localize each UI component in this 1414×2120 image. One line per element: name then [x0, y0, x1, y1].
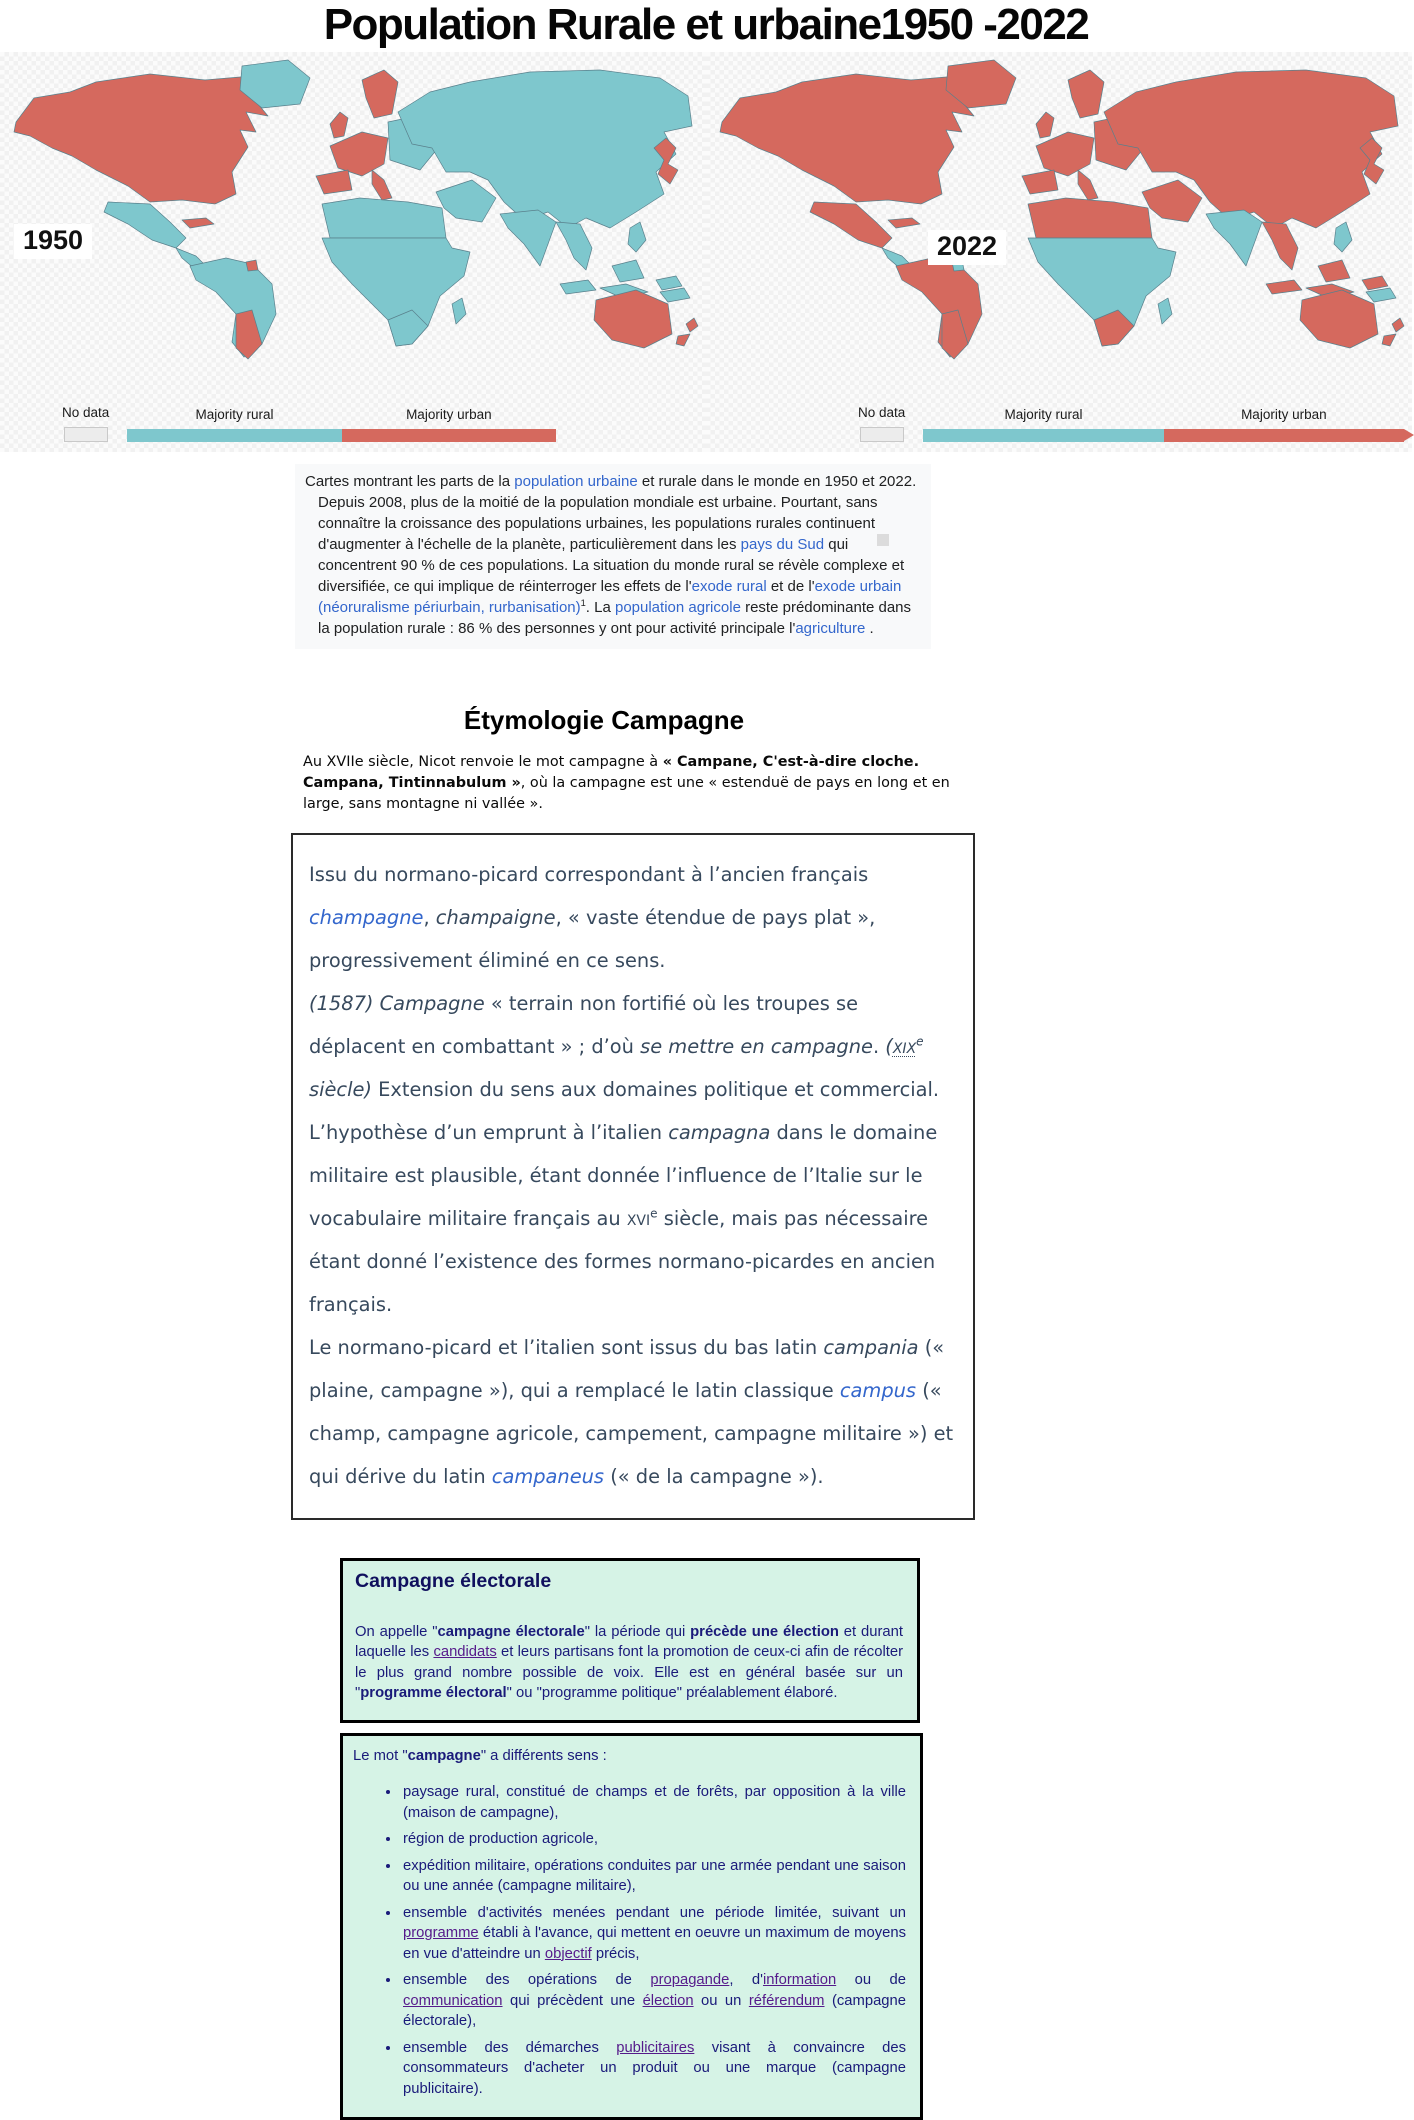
legend-no-data [62, 405, 109, 442]
electoral-campaign-box [340, 1558, 920, 1723]
text-span: qui concentrent 90 % de ces populations. La situation du monde rural se révèle complexe et diversifiée, ce qui implique de réinterroger les effets de l' [318, 536, 904, 595]
region-north-america [720, 74, 976, 204]
text-span: , d' [729, 1972, 763, 1988]
list-item [401, 1829, 906, 1850]
text-span: , « vaste étendue de pays plat », progressivement éliminé en ce sens. [309, 906, 875, 972]
text-span: ( [885, 1035, 893, 1058]
legend-no-data [858, 405, 905, 442]
region-south-asia [500, 210, 556, 266]
text-span: expédition militaire, opérations conduites par une armée pendant une saison ou une année (campagne militaire), [403, 1858, 906, 1895]
etymology-paragraph [309, 982, 959, 1111]
text-span: xix [893, 1035, 916, 1058]
region-guianas [246, 260, 258, 271]
text-span: et de l' [767, 578, 815, 595]
region-middle-east [436, 180, 496, 222]
text-span: ou un [694, 1993, 749, 2009]
region-south-america [896, 258, 982, 357]
text-span: . La [586, 599, 615, 616]
text-span: se mettre en campagne [640, 1035, 873, 1058]
text-span: Depuis 2008, plus de la moitié de la population mondiale est urbaine. Pourtant, sans connaître la croissance des populations urbaines, les populations rurales continuent d'augmenter à l'échelle de la planète, particulièrement dans les [318, 494, 878, 553]
legend-urban [342, 407, 556, 442]
region-western-europe [1036, 132, 1094, 176]
legend-no-data-swatch [64, 427, 108, 442]
text-link[interactable]: propagande [650, 1972, 729, 1988]
text-link[interactable]: (néoruralisme périurbain, rurbanisation) [318, 599, 581, 616]
region-cuba [888, 218, 920, 228]
text-link[interactable]: information [763, 1972, 836, 1988]
text-span: et rurale dans le monde en 1950 et 2022. [638, 473, 917, 490]
text-span: Cartes montrant les parts de la [305, 473, 514, 490]
text-span: L’hypothèse d’un emprunt à l’italien [309, 1121, 668, 1144]
text-span: programme électoral [360, 1685, 506, 1701]
legend-bar [923, 407, 1404, 442]
text-link[interactable]: population urbaine [514, 473, 637, 490]
region-madagascar [1158, 298, 1172, 324]
region-italy [1078, 170, 1098, 200]
text-span: paysage rural, constitué de champs et de forêts, par opposition à la ville (maison de campagne), [403, 1784, 906, 1821]
etymology-paragraph [309, 853, 959, 982]
region-iberia [316, 170, 352, 194]
text-span: (« de la campagne »). [604, 1465, 824, 1488]
region-middle-east [1142, 180, 1202, 222]
text-span: précis, [592, 1946, 640, 1962]
text-span: (1587) Campagne [309, 992, 485, 1015]
legend-rural-swatch [923, 429, 1163, 442]
region-philippines [1334, 222, 1352, 252]
region-papua-new-guinea [1366, 288, 1396, 302]
text-span: , [423, 906, 435, 929]
electoral-box-heading: Campagne électorale [355, 1571, 905, 1592]
region-southeast-asia [556, 222, 592, 270]
text-link[interactable]: communication [403, 1993, 503, 2009]
legend-rural-label: Majority rural [195, 407, 273, 422]
map-caption [295, 464, 931, 649]
list-item [401, 2038, 906, 2100]
decorative-square [877, 534, 889, 546]
text-link[interactable]: campaneus [492, 1465, 604, 1488]
etymology-heading: Étymologie Campagne [295, 705, 913, 736]
text-span: reste prédominante dans la population rurale : 86 % des personnes y ont pour activité principale l' [318, 599, 911, 637]
text-span: . [865, 620, 873, 637]
text-link[interactable]: population agricole [615, 599, 741, 616]
legend-urban-swatch [342, 429, 556, 442]
legend-rural-swatch [127, 429, 341, 442]
map-legend [706, 405, 1412, 442]
text-span: qui précèdent une [503, 1993, 643, 2009]
map-year-label: 1950 [14, 224, 92, 259]
legend-no-data-swatch [860, 427, 904, 442]
text-span: Le mot " [353, 1748, 408, 1764]
text-link[interactable]: publicitaires [616, 2040, 694, 2056]
text-span: campania [823, 1336, 918, 1359]
senses-list [353, 1782, 906, 2099]
world-map-1950-image [0, 52, 706, 359]
text-span: champaigne [436, 906, 556, 929]
legend-rural-label: Majority rural [1004, 407, 1082, 422]
region-new-zealand [676, 318, 698, 346]
region-scandinavia [1068, 70, 1104, 118]
text-span: ensemble des opérations de [403, 1972, 650, 1988]
region-italy [372, 170, 392, 200]
nicot-paragraph [303, 752, 953, 815]
region-madagascar [452, 298, 466, 324]
text-span: (« plaine, campagne »), qui a remplacé le latin classique [309, 1336, 944, 1402]
text-link[interactable]: programme [403, 1925, 479, 1941]
text-link[interactable]: exode rural [692, 578, 767, 595]
etymology-box [291, 833, 975, 1520]
campagne-senses-box [340, 1733, 923, 2120]
list-item [401, 1970, 906, 2032]
text-span: campagne électorale [438, 1624, 585, 1640]
text-link[interactable]: champagne [309, 906, 423, 929]
text-link[interactable]: exode urbain [815, 578, 902, 595]
text-span: ensemble des démarches [403, 2040, 616, 2056]
text-span: et leurs partisans font la promotion de ceux-ci afin de récolter le plus grand nombre possible de voix. Elle est en général basée sur un " [355, 1644, 903, 1701]
caption-line [305, 471, 923, 492]
map-legend [0, 405, 706, 442]
region-scandinavia [362, 70, 398, 118]
text-span: 1 [581, 598, 586, 608]
senses-intro [353, 1746, 906, 1767]
text-span: précède une élection [690, 1624, 839, 1640]
page-title: Population Rurale et urbaine1950 -2022 [0, 0, 1412, 48]
text-span: et durant laquelle les [355, 1624, 903, 1661]
text-span: ensemble d'activités menées pendant une période limitée, suivant un [403, 1905, 906, 1921]
list-item [401, 1903, 906, 1965]
list-item [401, 1782, 906, 1823]
region-australia [1300, 290, 1378, 348]
text-span: . [873, 1035, 885, 1058]
region-south-america [190, 258, 276, 357]
text-span: Issu du normano-picard correspondant à l’ancien français [309, 863, 868, 886]
region-southeast-asia [1262, 222, 1298, 270]
region-australia [594, 290, 672, 348]
etymology-paragraph [309, 1111, 959, 1326]
legend-rural [923, 407, 1163, 442]
region-north-africa [1028, 198, 1152, 238]
text-span: , où la campagne est une « estenduë de pays en long et en large, sans montagne ni vallée ». [303, 775, 950, 812]
legend-urban [1164, 407, 1404, 442]
text-link[interactable]: pays du Sud [741, 536, 824, 553]
text-link[interactable]: objectif [545, 1946, 592, 1962]
text-link[interactable]: référendum [749, 1993, 825, 2009]
text-span: visant à convaincre des consommateurs d'acheter un produit ou une marque (campagne publicitaire). [403, 2040, 906, 2097]
region-north-america [14, 74, 270, 204]
region-united-kingdom [330, 112, 348, 138]
region-mexico [104, 202, 186, 248]
text-span: (campagne électorale), [403, 1993, 906, 2030]
legend-bar [127, 407, 556, 442]
world-map-2022-image [706, 52, 1412, 359]
region-iberia [1022, 170, 1058, 194]
legend-rural [127, 407, 341, 442]
text-span: " ou "programme politique" préalablement élaboré. [507, 1685, 838, 1701]
electoral-box-paragraph [355, 1622, 903, 1704]
text-span: campagna [668, 1121, 770, 1144]
world-maps-figure [0, 52, 1412, 452]
text-span: siècle) [309, 1078, 372, 1101]
region-south-asia [1206, 210, 1262, 266]
legend-no-data-label: No data [858, 405, 905, 420]
text-span: campagne [408, 1748, 481, 1764]
text-span: e [916, 1035, 923, 1049]
text-span: siècle, mais pas nécessaire étant donné l’existence des formes normano-picardes en ancien français. [309, 1207, 935, 1316]
region-new-zealand [1382, 318, 1404, 346]
caption-paragraph [305, 492, 923, 639]
text-span: région de production agricole, [403, 1831, 598, 1847]
text-span: xvi [627, 1207, 650, 1230]
text-link[interactable]: candidats [433, 1644, 496, 1660]
region-western-europe [330, 132, 388, 176]
text-span: " a différents sens : [481, 1748, 607, 1764]
region-united-kingdom [1036, 112, 1054, 138]
text-span: Au XVIIe siècle, Nicot renvoie le mot campagne à [303, 754, 663, 770]
region-philippines [628, 222, 646, 252]
text-span: On appelle " [355, 1624, 438, 1640]
text-span: e [650, 1207, 657, 1221]
region-cuba [182, 218, 214, 228]
legend-urban-label: Majority urban [1241, 407, 1327, 422]
region-papua-new-guinea [660, 288, 690, 302]
text-span: ou de [836, 1972, 906, 1988]
text-link[interactable]: campus [840, 1379, 916, 1402]
legend-urban-swatch [1164, 429, 1404, 442]
list-item [401, 1856, 906, 1897]
text-span: « terrain non fortifié où les troupes se déplacent en combattant » ; d’où [309, 992, 858, 1058]
text-span: « Campane, C'est-à-dire cloche. Campana, Tintinnabulum » [303, 754, 919, 791]
text-link[interactable]: agriculture [795, 620, 865, 637]
text-span: " la période qui [585, 1624, 690, 1640]
map-1950 [0, 52, 706, 452]
map-year-label: 2022 [928, 230, 1006, 265]
text-span: dans le domaine militaire est plausible, étant donnée l’influence de l’Italie sur le vocabulaire militaire français au [309, 1121, 937, 1230]
text-span: Extension du sens aux domaines politique et commercial. [372, 1078, 939, 1101]
text-span: établi à l'avance, qui mettent en oeuvre un maximum de moyens en vue d'atteindre un [403, 1925, 906, 1962]
etymology-paragraph [309, 1326, 959, 1498]
legend-no-data-label: No data [62, 405, 109, 420]
map-2022 [706, 52, 1412, 452]
text-span: (« champ, campagne agricole, campement, campagne militaire ») et qui dérive du latin [309, 1379, 953, 1488]
region-north-africa [322, 198, 446, 238]
text-span: Le normano-picard et l’italien sont issus du bas latin [309, 1336, 823, 1359]
legend-urban-label: Majority urban [406, 407, 492, 422]
text-link[interactable]: élection [643, 1993, 694, 2009]
region-mexico [810, 202, 892, 248]
